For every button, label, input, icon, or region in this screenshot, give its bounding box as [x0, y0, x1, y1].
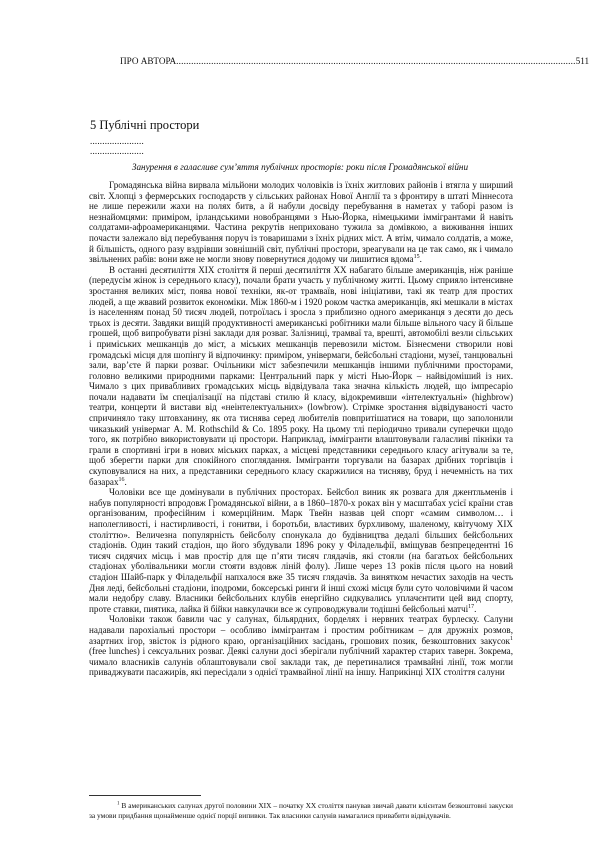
paragraph: Громадянська війна вирвала мільйони молодих чоловіків із їхніх житлових районів і втягла у ширший світ. Хлопці з фермерських господарств у сільських районах Нової Англії та з фронтиру в штаті Міннесота не лише пережили жахи на полях битв, а й набули досвіду перебування в наметах у таборі разом із незнайомцями: приміром, ірландськими новобранцями з Нью-Йорка, німецькими іммігрантами й навіть солдатами-афроамериканцями. Частина рекрутів неприховано тужила за домівкою, а виживання інших почасти залежало від перебування поруч із товаришами з їхніх рідних міст. А втім, чимало солдатів, а може, й більшість, одного разу вздрівши зовнішній світ, публічні простори, зреагували на це так само, як і чимало звільнених рабів: вони вже не могли знову повернутися додому чи лишитися вдома$^{15}$.	[89, 180, 513, 265]
footnote-separator	[89, 795, 201, 796]
paragraph-text: Чоловіки також бавили час у салунах, більярдних, борделях і нервних театрах бурлеску. Салуни надавали парохіальні простори – особливо іммігрантам і простим робітникам – для дружніх розмов, азартних ігор, звісток із рідного краю, організаційних засідань, грошових позик, безкоштовних закусок	[89, 614, 513, 646]
paragraph-text: Чоловіки все ще домінували в публічних просторах. Бейсбол виник як розвага для джентльменів і набув популярності впродовж Громадянської війни, а в 1860–1870-х роках він у масштабах усієї країни став організованим, професійним і комерційним. Марк Твейн назвав цей спорт «самим символом… і наполегливості, і настирливості, і гонитви, і боротьби, властивих бурхливому, шаленому, квітучому XIX століттю». Величезна популярність бейсболу спонукала до будівництва дедалі більших бейсбольних стадіонів. Один такий стадіон, що його збудували 1896 року у Філадельфії, вміщував безпрецедентні 16 тисяч сидячих місць і мав простір для ще п’яти тисяч глядачів, які стояли (на багатьох бейсбольних стадіонах уболівальники могли стояти вздовж ліній фолу). Лише через 13 років після цього на новий стадіон Шайб-парк у Філадельфії напхалося вже 35 тисяч глядачів. За винятком нечастих заходів на честь Дня леді, бейсбольні стадіони, іподроми, боксерські ринги й інші схожі місця були суто чоловічими й часом мали недобру славу. Власники бейсбольних клубів енергійно сидкувались уплачєнтити цей вид спорту, проте ставки, пиятика, лайка й бійки навкулачки все ж супроводжували тодішні бейсбольні матчі	[89, 487, 513, 614]
footnote	[89, 801, 513, 821]
paragraph-text: В останні десятиліття XIX століття й перші десятиліття XX набагато більше американців, ніж раніше (передусім жінок із середнього класу), почали брати участь у публічному житті. Цьому сприяло інтенсивне зростання великих міст, поява нової техніки, як-от трамваїв, нові ініціативи, такі як театр для простих людей, а ще жвавий розвиток економіки. Між 1860-м і 1920 роком частка американців, які мешкали в містах із населенням понад 50 тисяч людей, потроїлась і зросла з приблизно одного американця з десяти до десь трьох із десяти. Завдяки вищій продуктивності американські робітники мали більше вільного часу й більше грошей, щоб випробувати різні заклади для розваг. Залізниці, трамваї та, врешті, автомобілі везли сільських і приміських мешканців до міст, а міських мешканців перевозили містом. Бізнесмени створили нові громадські місця для шопінгу й відпочинку: приміром, універмаги, бейсбольні стадіони, музеї, танцювальні зали, вар’єте й парки розваг. Очільники міст забезпечили мешканців іншими публічними просторами, головно великими природними парками: Центральний парк у місті Нью-Йорк – найвідоміший із них. Чимало з цих привабливих громадських місць відвідувала така значна кількість людей, що імпресаріо почали надавати їм спеціалізації на підставі стилю й класу, відокремивши «інтелектуальні» (highbrow) театри, концерти й вистави від «неінтелектуальних» (lowbrow). Стрімке зростання відвідуваності часто спричиняло таку штовханину, як ота тиснява серед любителів повпритішатися на товари, що заполонили чиказький універмаг A. M. Rothschild & Co. 1895 року. На цьому тлі періодично тривали суперечки щодо того, як потрібно використовувати ці простори. Наприклад, іммігранти влаштовували галасливі пікніки та грали в спортивні ігри в нових міських парках, а місцеві представники середнього класу агітували за те, щоб зберегти парки для спокійного споглядання. Іммігранти торгували на базарах дрібних торгівців і скуповувалися на них, а представники середнього класу скаржилися на тисняву, бруд і нечемність на тих базарах	[89, 264, 513, 487]
toc-entry-label: ПРО АВТОРА	[120, 56, 177, 66]
footnote-ref: 17	[468, 603, 475, 610]
toc-leader-dots: ................................................................................................................................................................	[176, 56, 576, 66]
body-text	[89, 180, 513, 678]
paragraph-text: (free lunches) і сексуальних розваг. Деякі салуни досі зберігали публічний характер старих таверн. Зокрема, чимало власників салунів облаштовували свої заклади так, де перетиналися трамвайні лінії, тож могли приваджувати пасажирів, які пересідали з однієї трамвайної лінії на іншу. Наприкінці XIX століття салуни	[89, 646, 513, 678]
footnote-paragraph	[89, 801, 513, 821]
footnote-text: В американських салунах другої половини XIX – початку XX століття панував звичай давати клієнтам безкоштовні закуски за умови придбання щонайменше однієї порції випивки. Так власники салунів намагалися привабити відвідувачів.	[89, 801, 513, 820]
toc-entry[interactable]	[120, 56, 590, 66]
paragraph-text: Громадянська війна вирвала мільйони молодих чоловіків із їхніх житлових районів і втягла у ширший світ. Хлопці з фермерських господарств у сільських районах Нової Англії та з фронтиру в штаті Міннесота не лише пережили жахи на полях битв, а й набули досвіду перебування в наметах у таборі разом із незнайомцями: приміром, ірландськими новобранцями з Нью-Йорка, німецькими іммігрантами й навіть солдатами-афроамериканцями. Частина рекрутів неприховано тужила за домівкою, а виживання інших почасти залежало від перебування поруч із товаришами з їхніх рідних міст. А втім, чимало солдатів, а може, й більшість, одного разу вздрівши зовнішній світ, публічні простори, зреагували на це так само, як і чимало звільнених рабів: вони вже не могли знову повернутися додому чи лишитися вдома	[89, 180, 513, 265]
footnote-ref: 1	[510, 635, 513, 642]
footnote-ref: 16	[118, 476, 125, 483]
chapter-title: 5 Публічні простори	[90, 118, 200, 132]
chapter-dots-1: ......................	[90, 136, 144, 146]
paragraph: Чоловіки все ще домінували в публічних просторах. Бейсбол виник як розвага для джентльменів і набув популярності впродовж Громадянської війни, а в 1860–1870-х роках він у масштабах усієї країни став організованим, професійним і комерційним. Марк Твейн назвав цей спорт «самим символом… і наполегливості, і настирливості, і гонитви, і боротьби, властивих бурхливому, шаленому, квітучому XIX століттю». Величезна популярність бейсболу спонукала до будівництва дедалі більших бейсбольних стадіонів. Один такий стадіон, що його збудували 1896 року у Філадельфії, вміщував безпрецедентні 16 тисяч сидячих місць і мав простір для ще п’яти тисяч глядачів, які стояли (на багатьох бейсбольних стадіонах уболівальники могли стояти вздовж ліній фолу). Лише через 13 років після цього на новий стадіон Шайб-парк у Філадельфії напхалося вже 35 тисяч глядачів. За винятком нечастих заходів на честь Дня леді, бейсбольні стадіони, іподроми, боксерські ринги й інші схожі місця були суто чоловічими й часом мали недобру славу. Власники бейсбольних клубів енергійно сидкувались уплачєнтити цей вид спорту, проте ставки, пиятика, лайка й бійки навкулачки все ж супроводжували тодішні бейсбольні матчі$^{17}$.	[89, 487, 513, 614]
toc-page-number: 511	[575, 56, 590, 66]
section-subtitle: Занурення в галасливе сум’яття публічних просторів: роки після Громадянської війни	[131, 162, 469, 172]
footnote-ref: 15	[413, 254, 420, 261]
footnote-mark: 1	[117, 801, 120, 807]
chapter-dots-2: ......................	[90, 146, 144, 156]
paragraph	[89, 614, 513, 678]
paragraph: В останні десятиліття XIX століття й перші десятиліття XX набагато більше американців, ніж раніше (передусім жінок із середнього класу), почали брати участь у публічному житті. Цьому сприяло інтенсивне зростання великих міст, поява нової техніки, як-от трамваїв, нові ініціативи, такі як театр для простих людей, а ще жвавий розвиток економіки. Між 1860-м і 1920 роком частка американців, які мешкали в містах із населенням понад 50 тисяч людей, потроїлась і зросла з приблизно одного американця з десяти до десь трьох із десяти. Завдяки вищій продуктивності американські робітники мали більше вільного часу й більше грошей, щоб випробувати різні заклади для розваг. Залізниці, трамваї та, врешті, автомобілі везли сільських і приміських мешканців до міст, а міських мешканців перевозили містом. Бізнесмени створили нові громадські місця для шопінгу й відпочинку: приміром, універмаги, бейсбольні стадіони, музеї, танцювальні зали, вар’єте й парки розваг. Очільники міст забезпечили мешканців іншими публічними просторами, головно великими природними парками: Центральний парк у місті Нью-Йорк – найвідоміший із них. Чимало з цих привабливих громадських місць відвідувала така значна кількість людей, що імпресаріо почали надавати їм спеціалізації на підставі стилю й класу, відокремивши «інтелектуальні» (highbrow) театри, концерти й вистави від «неінтелектуальних» (lowbrow). Стрімке зростання відвідуваності часто спричиняло таку штовханину, як ота тиснява серед любителів повпритішатися на товари, що заполонили чиказький універмаг A. M. Rothschild & Co. 1895 року. На цьому тлі періодично тривали суперечки щодо того, як потрібно використовувати ці простори. Наприклад, іммігранти влаштовували галасливі пікніки та грали в спортивні ігри в нових міських парках, а місцеві представники середнього класу агітували за те, щоб зберегти парки для спокійного споглядання. Іммігранти торгували на базарах дрібних торгівців і скуповувалися на них, а представники середнього класу скаржилися на тисняву, бруд і нечемність на тих базарах$^{16}$.	[89, 264, 513, 487]
